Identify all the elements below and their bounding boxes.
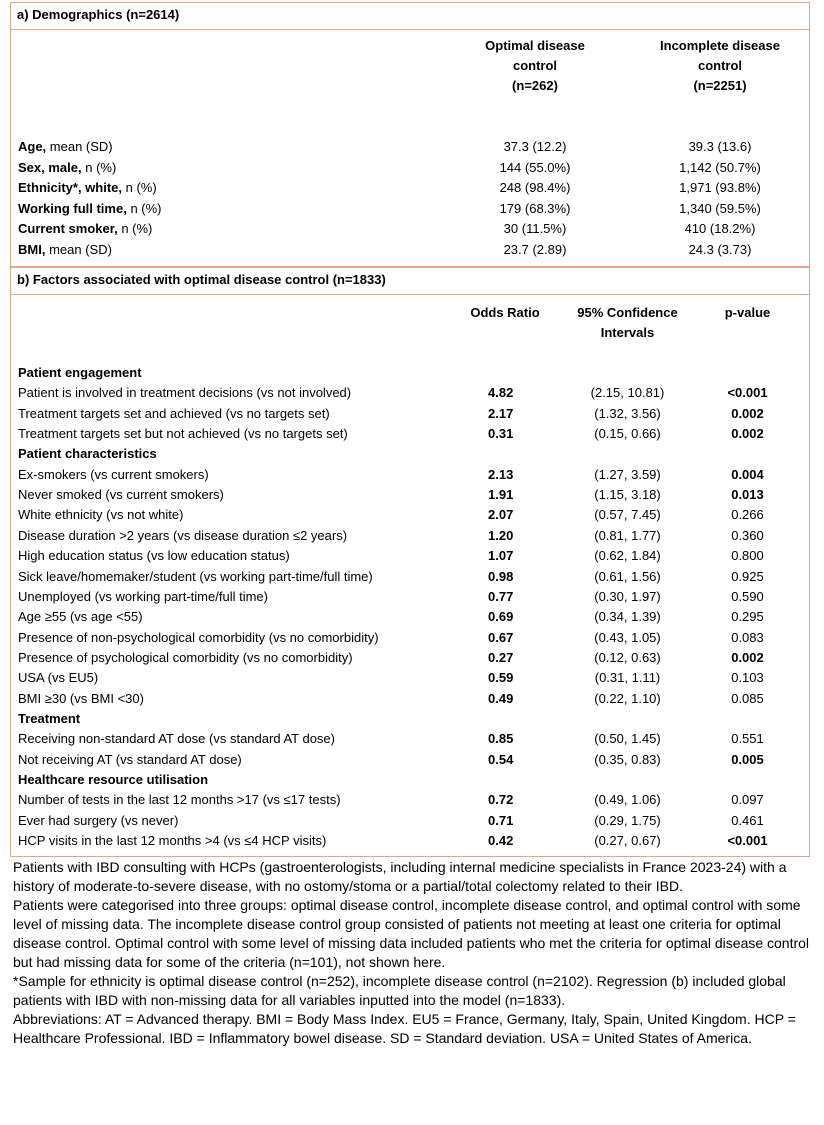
factor-label: Ex-smokers (vs current smokers) bbox=[18, 466, 209, 482]
ci-value: (0.61, 1.56) bbox=[594, 568, 661, 584]
col-ci-line1: 95% Confidence bbox=[577, 305, 678, 320]
optimal-value: 37.3 (12.2) bbox=[503, 139, 567, 154]
p-value: 0.004 bbox=[731, 466, 764, 482]
group-heading: Treatment bbox=[18, 710, 81, 726]
p-value: 0.461 bbox=[731, 812, 764, 828]
row-label-unit: n (%) bbox=[122, 180, 157, 196]
factor-label: Ever had surgery (vs never) bbox=[18, 812, 179, 828]
ci-value: (0.15, 0.66) bbox=[594, 426, 661, 442]
factor-label: Disease duration >2 years (vs disease duration ≤2 years) bbox=[18, 527, 348, 543]
odds-ratio-value: 2.17 bbox=[488, 405, 514, 421]
factor-label: BMI ≥30 (vs BMI <30) bbox=[18, 690, 144, 706]
row-label-bold: Ethnicity*, white, bbox=[18, 180, 123, 196]
ci-value: (0.57, 7.45) bbox=[594, 507, 661, 523]
odds-ratio-value: 0.67 bbox=[488, 629, 514, 645]
optimal-value: 144 (55.0%) bbox=[499, 159, 571, 175]
row-label-bold: Working full time, bbox=[18, 200, 127, 216]
col-optimal-line1: Optimal disease bbox=[485, 38, 585, 53]
ci-value: (0.50, 1.45) bbox=[594, 731, 661, 747]
col-ci-header bbox=[560, 303, 695, 343]
p-value: <0.001 bbox=[727, 385, 768, 401]
col-optimal-line2: control bbox=[512, 58, 558, 73]
p-value: 0.295 bbox=[731, 609, 764, 625]
incomplete-value: 1,971 (93.8%) bbox=[679, 180, 761, 196]
row-label-unit: n (%) bbox=[81, 159, 117, 175]
col-odds-ratio: Odds Ratio bbox=[470, 305, 540, 320]
col-incomplete-line1: Incomplete disease bbox=[660, 38, 780, 53]
p-value: 0.097 bbox=[731, 792, 764, 808]
optimal-value: 23.7 (2.89) bbox=[503, 242, 567, 257]
odds-ratio-value: 0.59 bbox=[488, 670, 514, 686]
factor-label: USA (vs EU5) bbox=[18, 670, 99, 686]
factors-title: b) Factors associated with optimal disease control (n=1833) bbox=[10, 267, 810, 295]
incomplete-value: 39.3 (13.6) bbox=[688, 139, 752, 154]
row-label-bold: BMI, bbox=[18, 242, 46, 257]
factor-label: High education status (vs low education status) bbox=[18, 548, 290, 564]
odds-ratio-value: 0.42 bbox=[488, 833, 514, 849]
ci-value: (0.29, 1.75) bbox=[594, 812, 661, 828]
ci-value: (0.31, 1.11) bbox=[594, 670, 661, 686]
odds-ratio-value: 0.98 bbox=[488, 568, 514, 584]
row-label-unit: mean (SD) bbox=[46, 139, 113, 154]
col-incomplete-line3: (n=2251) bbox=[693, 78, 747, 93]
p-value: 0.083 bbox=[731, 629, 764, 645]
odds-ratio-value: 1.91 bbox=[488, 487, 514, 503]
group-heading: Patient characteristics bbox=[18, 446, 157, 462]
incomplete-value: 1,142 (50.7%) bbox=[679, 159, 761, 175]
odds-ratio-value: 0.85 bbox=[488, 731, 514, 747]
p-value: 0.360 bbox=[731, 527, 764, 543]
p-value: 0.002 bbox=[731, 405, 764, 421]
group-heading: Healthcare resource utilisation bbox=[18, 772, 209, 787]
row-label-unit: n (%) bbox=[126, 200, 162, 216]
odds-ratio-value: 2.07 bbox=[488, 507, 514, 523]
p-value: 0.551 bbox=[731, 731, 764, 747]
col-optimal-line3: (n=262) bbox=[512, 78, 558, 93]
odds-ratio-value: 0.54 bbox=[488, 751, 514, 767]
footnote: *Sample for ethnicity is optimal disease control (n=252), incomplete disease control (n=2102). Regression (b) included global patients with IBD with non-missing data for all variables inputted into the model (n=1833). bbox=[13, 973, 786, 1008]
factor-label: White ethnicity (vs not white) bbox=[18, 507, 184, 523]
factor-label: Never smoked (vs current smokers) bbox=[18, 487, 224, 503]
p-value: <0.001 bbox=[727, 833, 768, 849]
row-label-unit: n (%) bbox=[117, 221, 153, 237]
group-heading: Patient engagement bbox=[18, 365, 142, 380]
factor-label: Treatment targets set and achieved (vs no targets set) bbox=[18, 405, 330, 421]
optimal-value: 179 (68.3%) bbox=[499, 200, 571, 216]
p-value: 0.005 bbox=[731, 751, 764, 767]
col-optimal-header bbox=[450, 36, 620, 96]
factor-label: Sick leave/homemaker/student (vs working part-time/full time) bbox=[18, 568, 373, 584]
col-incomplete-line2: control bbox=[697, 58, 743, 73]
col-p-value: p-value bbox=[724, 305, 771, 320]
factor-label: Number of tests in the last 12 months >17 (vs ≤17 tests) bbox=[18, 792, 341, 808]
ci-value: (0.49, 1.06) bbox=[594, 792, 661, 808]
factor-label: Not receiving AT (vs standard AT dose) bbox=[18, 751, 242, 767]
optimal-value: 30 (11.5%) bbox=[503, 221, 567, 237]
ci-value: (1.27, 3.59) bbox=[594, 466, 661, 482]
factor-label: Unemployed (vs working part-time/full time) bbox=[18, 588, 268, 604]
p-value: 0.925 bbox=[731, 568, 764, 584]
ci-value: (0.22, 1.10) bbox=[594, 690, 661, 706]
odds-ratio-value: 1.07 bbox=[488, 548, 514, 564]
footnotes bbox=[13, 858, 813, 1048]
ci-value: (0.30, 1.97) bbox=[594, 588, 661, 604]
odds-ratio-value: 1.20 bbox=[488, 527, 514, 543]
odds-ratio-value: 0.71 bbox=[488, 812, 514, 828]
optimal-value: 248 (98.4%) bbox=[499, 180, 571, 196]
demographics-row-label bbox=[18, 219, 152, 239]
footnote: Abbreviations: AT = Advanced therapy. BMI = Body Mass Index. EU5 = France, Germany, Italy, Spain, United Kingdom. HCP = Healthcare Professional. IBD = Inflammatory bowel disease. SD = Standard deviation. USA = United States of America. bbox=[13, 1011, 796, 1046]
ci-value: (2.15, 10.81) bbox=[590, 385, 665, 401]
p-value: 0.800 bbox=[731, 548, 764, 564]
incomplete-value: 410 (18.2%) bbox=[684, 221, 756, 237]
p-value: 0.103 bbox=[731, 670, 764, 686]
odds-ratio-value: 4.82 bbox=[488, 385, 514, 401]
odds-ratio-value: 0.49 bbox=[488, 690, 514, 706]
ci-value: (0.43, 1.05) bbox=[594, 629, 661, 645]
odds-ratio-value: 0.31 bbox=[488, 426, 514, 442]
odds-ratio-value: 0.72 bbox=[488, 792, 514, 808]
p-value: 0.013 bbox=[731, 487, 764, 503]
incomplete-value: 24.3 (3.73) bbox=[688, 242, 752, 257]
footnote: Patients with IBD consulting with HCPs (gastroenterologists, including internal medicine specialists in France 2023-24) with a history of moderate-to-severe disease, with no ostomy/stoma or a partial/total colectomy related to their IBD. bbox=[13, 859, 787, 894]
p-value: 0.590 bbox=[731, 588, 764, 604]
ci-value: (0.81, 1.77) bbox=[594, 527, 661, 543]
factor-label: Age ≥55 (vs age <55) bbox=[18, 609, 143, 625]
ci-value: (0.27, 0.67) bbox=[594, 833, 661, 849]
incomplete-value: 1,340 (59.5%) bbox=[679, 200, 761, 216]
footnote: Patients were categorised into three groups: optimal disease control, incomplete disease control, and optimal control with some level of missing data. The incomplete disease control group consisted of patients not meeting at least one criteria for optimal disease control. Optimal control with some level of missing data included patients who met the criteria for optimal disease control but had missing data for some of the criteria (n=101), not shown here. bbox=[13, 897, 810, 970]
demographics-row-label bbox=[18, 158, 116, 178]
row-label-bold: Age, bbox=[18, 139, 47, 154]
odds-ratio-value: 0.77 bbox=[488, 588, 514, 604]
row-label-bold: Sex, male, bbox=[18, 159, 82, 175]
row-label-bold: Current smoker, bbox=[18, 221, 118, 237]
factor-label: Presence of non-psychological comorbidity (vs no comorbidity) bbox=[18, 629, 379, 645]
factor-label: HCP visits in the last 12 months >4 (vs ≤4 HCP visits) bbox=[18, 833, 327, 849]
demographics-row-label bbox=[18, 137, 113, 157]
col-incomplete-header bbox=[630, 36, 810, 96]
ci-value: (0.35, 0.83) bbox=[594, 751, 661, 767]
odds-ratio-value: 0.27 bbox=[488, 649, 514, 665]
ci-value: (0.12, 0.63) bbox=[594, 649, 661, 665]
p-value: 0.002 bbox=[731, 649, 764, 665]
p-value: 0.002 bbox=[731, 426, 764, 442]
factor-label: Presence of psychological comorbidity (vs no comorbidity) bbox=[18, 649, 353, 665]
ci-value: (1.15, 3.18) bbox=[594, 487, 661, 503]
demographics-row-label bbox=[18, 199, 162, 219]
ci-value: (0.34, 1.39) bbox=[594, 609, 661, 625]
p-value: 0.085 bbox=[731, 690, 764, 706]
factor-label: Treatment targets set but not achieved (vs no targets set) bbox=[18, 426, 348, 442]
odds-ratio-value: 2.13 bbox=[488, 466, 514, 482]
ci-value: (1.32, 3.56) bbox=[594, 405, 661, 421]
demographics-row-label bbox=[18, 178, 157, 198]
demographics-title: a) Demographics (n=2614) bbox=[10, 2, 810, 30]
factor-label: Receiving non-standard AT dose (vs standard AT dose) bbox=[18, 731, 335, 747]
odds-ratio-value: 0.69 bbox=[488, 609, 514, 625]
row-label-unit: mean (SD) bbox=[45, 242, 112, 257]
ci-value: (0.62, 1.84) bbox=[594, 548, 661, 564]
p-value: 0.266 bbox=[731, 507, 764, 523]
factor-label: Patient is involved in treatment decisions (vs not involved) bbox=[18, 385, 352, 401]
col-ci-line2: Intervals bbox=[600, 325, 655, 340]
demographics-row-label bbox=[18, 240, 112, 260]
